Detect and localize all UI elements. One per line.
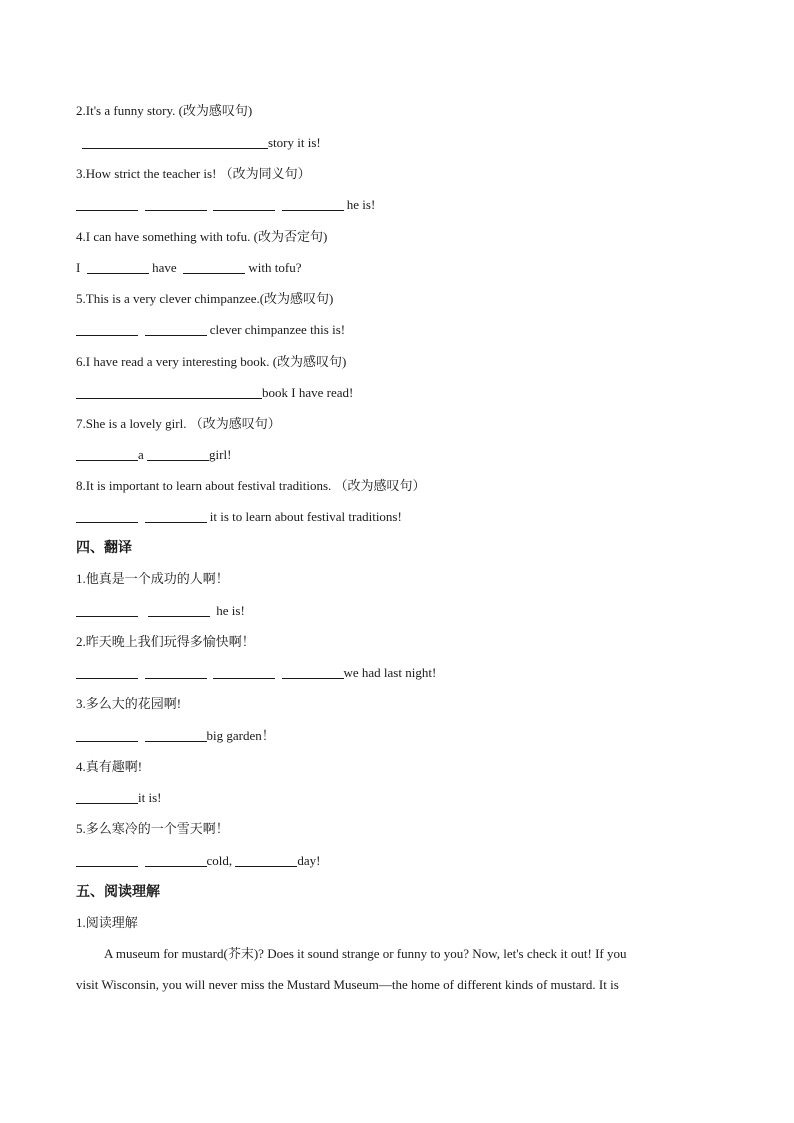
- answer-7: a girl!: [76, 445, 704, 465]
- answer-4: I have with tofu?: [76, 260, 302, 275]
- translation-question-3: 3.多么大的花园啊!: [76, 696, 182, 711]
- answer-blank[interactable]: [76, 508, 138, 523]
- answer-8: it is to learn about festival traditions!: [76, 507, 704, 527]
- answer-blank[interactable]: [76, 664, 138, 679]
- translation-question-2: 2.昨天晚上我们玩得多愉快啊！: [76, 634, 255, 649]
- answer-blank[interactable]: [282, 196, 344, 211]
- answer-blank[interactable]: [76, 602, 138, 617]
- answer-6: book I have read!: [76, 383, 704, 403]
- question-5: 5.This is a very clever chimpanzee.(改为感叹句): [76, 291, 334, 306]
- section-heading-translation: 四、翻译: [76, 540, 132, 556]
- answer-blank[interactable]: [76, 321, 138, 336]
- translation-answer-3: big garden！: [76, 726, 704, 746]
- answer-blank[interactable]: [145, 727, 207, 742]
- answer-blank[interactable]: [147, 446, 209, 461]
- reading-paragraph-line-1: A museum for mustard(芥末)? Does it sound strange or funny to you? Now, let's check it out! If you: [104, 946, 627, 961]
- answer-blank[interactable]: [76, 384, 262, 399]
- answer-blank[interactable]: [87, 259, 149, 274]
- question-8: 8.It is important to learn about festival traditions. （改为感叹句）: [76, 478, 426, 493]
- answer-blank[interactable]: [148, 602, 210, 617]
- answer-blank[interactable]: [145, 196, 207, 211]
- answer-blank[interactable]: [282, 664, 344, 679]
- translation-answer-2: we had last night!: [76, 663, 704, 683]
- answer-blank[interactable]: [76, 852, 138, 867]
- answer-blank[interactable]: [76, 446, 138, 461]
- reading-paragraph-line-2: visit Wisconsin, you will never miss the Mustard Museum—the home of different kinds of mustard. It is: [76, 977, 619, 992]
- translation-question-5: 5.多么寒冷的一个雪天啊！: [76, 821, 229, 836]
- answer-blank[interactable]: [76, 727, 138, 742]
- question-7: 7.She is a lovely girl. （改为感叹句）: [76, 416, 281, 431]
- answer-5: clever chimpanzee this is!: [76, 320, 704, 340]
- translation-answer-4: it is!: [76, 788, 704, 808]
- answer-blank[interactable]: [145, 852, 207, 867]
- translation-question-4: 4.真有趣啊!: [76, 759, 143, 774]
- section-heading-reading: 五、阅读理解: [76, 884, 160, 900]
- question-6: 6.I have read a very interesting book. (改为感叹句): [76, 354, 347, 369]
- translation-question-1: 1.他真是一个成功的人啊！: [76, 571, 229, 586]
- answer-blank[interactable]: [76, 789, 138, 804]
- answer-blank[interactable]: [213, 196, 275, 211]
- answer-blank[interactable]: [213, 664, 275, 679]
- translation-answer-1: he is!: [76, 601, 704, 621]
- question-3: 3.How strict the teacher is! （改为同义句）: [76, 166, 311, 181]
- question-2: 2.It's a funny story. (改为感叹句): [76, 103, 253, 118]
- translation-answer-5: cold, day!: [76, 851, 704, 871]
- answer-blank[interactable]: [235, 852, 297, 867]
- answer-blank[interactable]: [76, 196, 138, 211]
- answer-3: he is!: [76, 195, 704, 215]
- answer-blank[interactable]: [183, 259, 245, 274]
- reading-subheading: 1.阅读理解: [76, 915, 138, 930]
- answer-blank[interactable]: [82, 134, 268, 149]
- answer-blank[interactable]: [145, 664, 207, 679]
- answer-2: story it is!: [82, 133, 704, 153]
- answer-blank[interactable]: [145, 321, 207, 336]
- answer-blank[interactable]: [145, 508, 207, 523]
- question-4: 4.I can have something with tofu. (改为否定句): [76, 229, 328, 244]
